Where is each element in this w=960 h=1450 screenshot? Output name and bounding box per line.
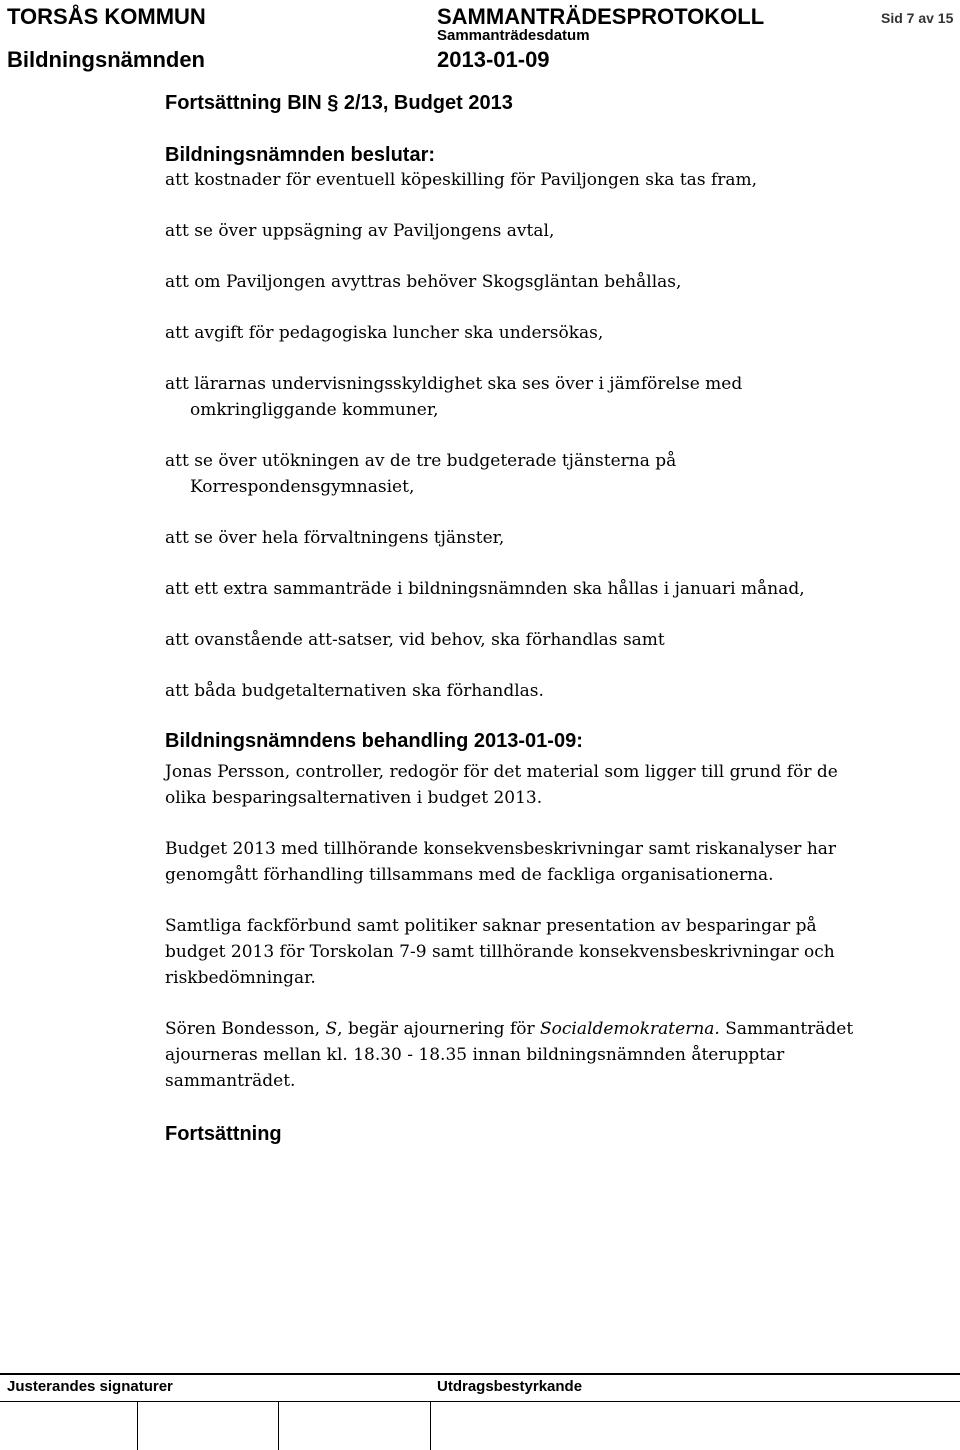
decision-item: att om Paviljongen avyttras behöver Skogsgläntan behållas, — [165, 272, 682, 292]
date-label: Sammanträdesdatum — [437, 27, 590, 44]
certificate-box — [431, 1402, 960, 1450]
organization-name: TORSÅS KOMMUN — [7, 4, 206, 29]
signatures-label: Justerandes signaturer — [7, 1378, 173, 1395]
continuation-label: Fortsättning — [165, 1123, 282, 1145]
signature-footer — [0, 1373, 960, 1449]
decision-item: att båda budgetalternativen ska förhandlas. — [165, 681, 544, 701]
unions-paragraph: Samtliga fackförbund samt politiker saknar presentation av besparingar på budget 2013 för Torskolan 7-9 samt tillhörande konsekvensbeskrivningar och riskbedömningar. — [165, 916, 835, 988]
decision-heading: Bildningsnämnden beslutar: — [165, 144, 436, 166]
signature-box — [138, 1402, 278, 1450]
certificate-label: Utdragsbestyrkande — [437, 1378, 583, 1395]
treatment-heading: Bildningsnämndens behandling 2013-01-09: — [165, 730, 583, 752]
adjournment-text: Sören Bondesson, — [165, 1019, 326, 1039]
signature-box — [279, 1402, 430, 1450]
footer-divider — [0, 1373, 960, 1375]
document-header — [0, 0, 960, 86]
adjournment-text: , begär ajournering för — [337, 1019, 541, 1039]
decision-item: att ovanstående att-satser, vid behov, ska förhandlas samt — [165, 630, 665, 650]
adjournment-paragraph — [165, 1016, 855, 1094]
decision-list — [165, 167, 865, 704]
meeting-date: 2013-01-09 — [437, 47, 550, 72]
committee-name: Bildningsnämnden — [7, 47, 205, 72]
budget-paragraph: Budget 2013 med tillhörande konsekvensbeskrivningar samt riskanalyser har genomgått förhandling tillsammans med de fackliga organisationerna. — [165, 839, 837, 885]
decision-item: att se över uppsägning av Paviljongens avtal, — [165, 221, 555, 241]
decision-item: att lärarnas undervisningsskyldighet ska ses över i jämförelse med omkringliggande kommuner, — [165, 374, 743, 420]
adjournment-text: Sammanträdet ajourneras mellan kl. 18.30 - 18.35 innan bildningsnämnden återupptar sammanträdet. — [165, 1019, 854, 1091]
decision-item: att avgift för pedagogiska luncher ska undersökas, — [165, 323, 604, 343]
page-indicator: Sid 7 av 15 — [881, 10, 954, 26]
controller-paragraph: Jonas Persson, controller, redogör för det material som ligger till grund för de olika besparingsalternativen i budget 2013. — [165, 762, 838, 808]
decision-item: att se över hela förvaltningens tjänster, — [165, 528, 505, 548]
party-name: Socialdemokraterna. — [540, 1019, 720, 1039]
decision-item: att kostnader för eventuell köpeskilling för Paviljongen ska tas fram, — [165, 170, 758, 190]
signature-grid — [0, 1401, 960, 1450]
document-type: SAMMANTRÄDESPROTOKOLL — [437, 4, 765, 29]
continuation-heading: Fortsättning BIN § 2/13, Budget 2013 — [165, 92, 513, 114]
party-abbreviation: S — [325, 1019, 338, 1039]
decision-item: att ett extra sammanträde i bildningsnämnden ska hållas i januari månad, — [165, 579, 805, 599]
decision-item: att se över utökningen av de tre budgeterade tjänsterna på Korrespondensgymnasiet, — [165, 451, 677, 497]
signature-box — [0, 1402, 137, 1450]
protocol-content — [165, 91, 865, 1146]
